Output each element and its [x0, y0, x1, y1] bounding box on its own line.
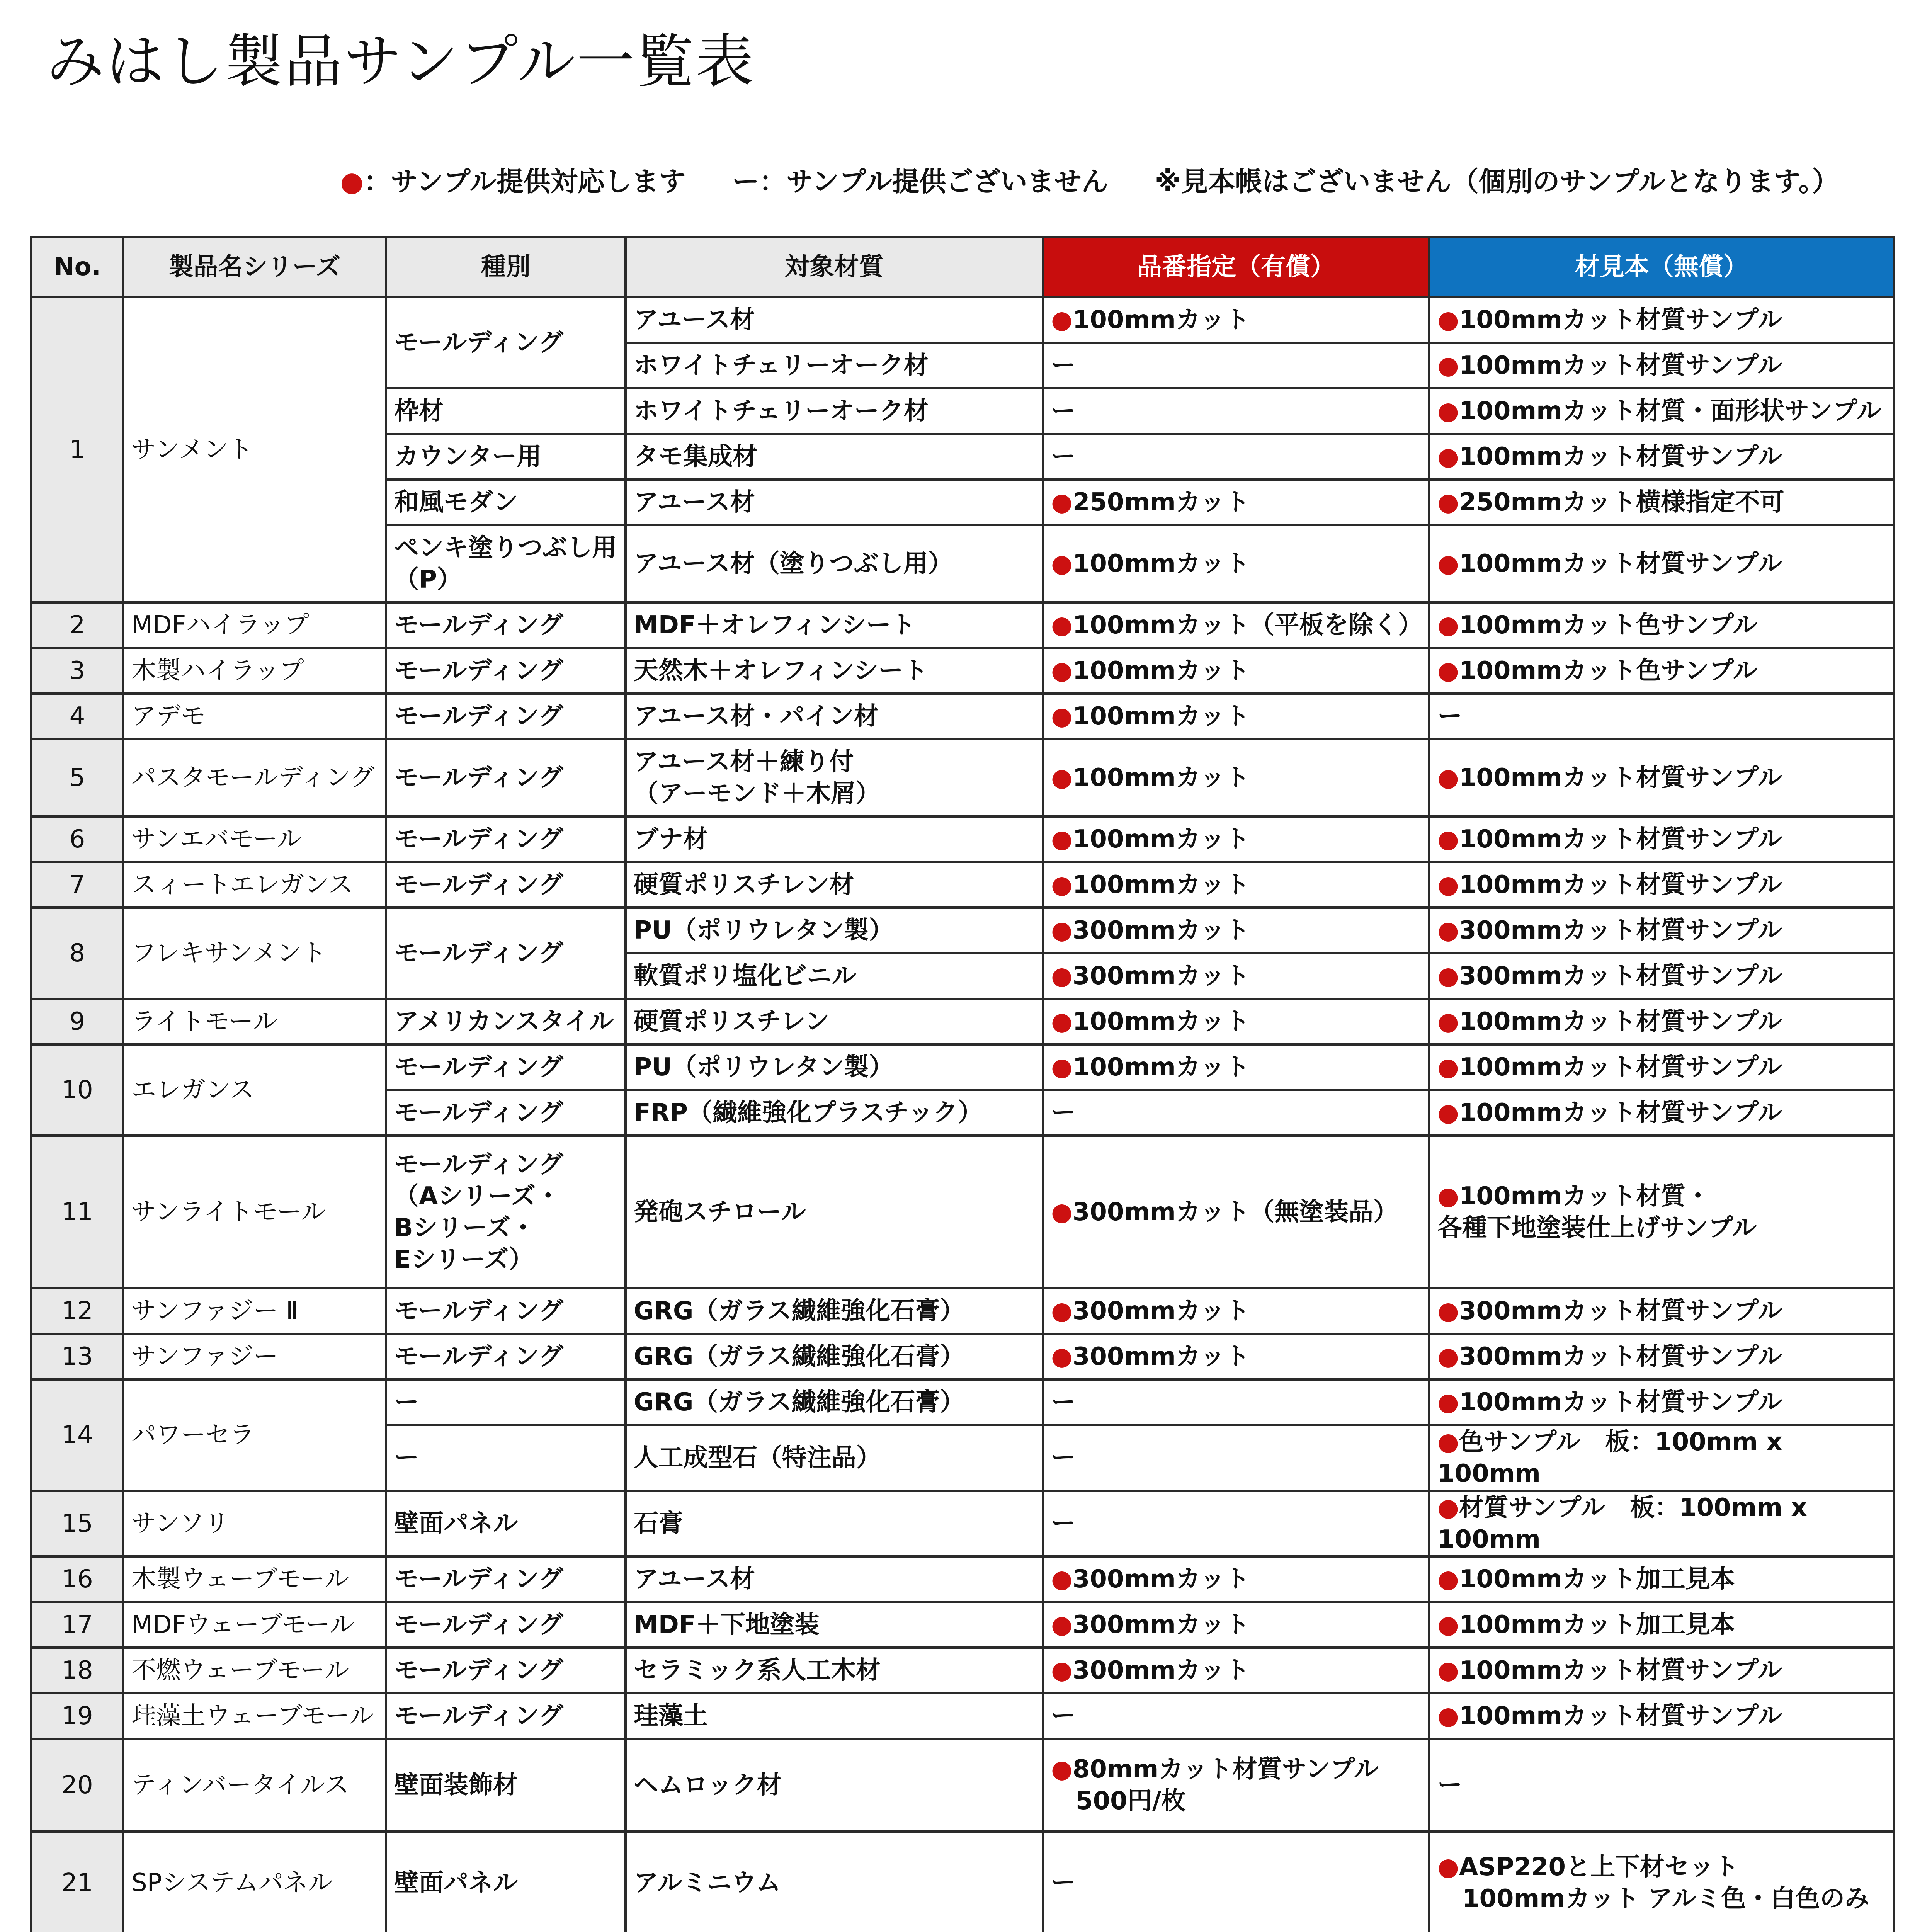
table-row [31, 1832, 1894, 1932]
cell-type: モールディング [386, 694, 626, 739]
sample-dot-icon: ● [1437, 1565, 1459, 1594]
cell-paid: ●300mmカット [1043, 1556, 1429, 1602]
header-type: 種別 [386, 237, 626, 297]
cell-no: 3 [31, 648, 123, 694]
header-no: No. [31, 237, 123, 297]
table-row [31, 816, 1894, 862]
table-row [31, 1288, 1894, 1334]
cell-material: MDF＋下地塗装 [626, 1602, 1043, 1648]
sample-dot-icon: ● [1437, 962, 1459, 990]
cell-free: ●色サンプル 板：100mm x 100mm [1429, 1425, 1894, 1491]
sample-dot-icon: ● [1051, 962, 1073, 990]
cell-free: ●100mmカット材質サンプル [1429, 1648, 1894, 1693]
cell-paid: ●100mmカット（平板を除く） [1043, 602, 1429, 648]
sample-dot-icon: ● [1437, 397, 1459, 425]
legend [340, 162, 1839, 201]
cell-free: ●100mmカット材質サンプル [1429, 1379, 1894, 1425]
cell-paid: ●300mmカット [1043, 1602, 1429, 1648]
cell-series: サンライトモール [123, 1136, 386, 1288]
cell-no: 12 [31, 1288, 123, 1334]
cell-material: ヘムロック材 [626, 1739, 1043, 1832]
table-row [31, 739, 1894, 816]
cell-paid: ー [1043, 1379, 1429, 1425]
legend-dash-label: ：サンプル提供ございません [759, 166, 1109, 197]
cell-no: 10 [31, 1044, 123, 1136]
sample-dot-icon: ● [1051, 656, 1073, 685]
cell-type: 壁面パネル [386, 1832, 626, 1932]
cell-material: 珪藻土 [626, 1693, 1043, 1739]
cell-material: FRP（繊維強化プラスチック） [626, 1090, 1043, 1136]
cell-series: MDFハイラップ [123, 602, 386, 648]
cell-no: 17 [31, 1602, 123, 1648]
cell-free: ●100mmカット材質サンプル [1429, 862, 1894, 908]
cell-no: 20 [31, 1739, 123, 1832]
sample-dot-icon: ● [1437, 764, 1459, 792]
cell-paid: ー [1043, 1090, 1429, 1136]
sample-dot-icon: ● [1437, 1007, 1459, 1036]
cell-free: ●100mmカット加工見本 [1429, 1602, 1894, 1648]
sample-dot-icon: ● [1051, 1197, 1073, 1226]
cell-free: ●100mmカット材質サンプル [1429, 343, 1894, 388]
cell-series: ライトモール [123, 999, 386, 1044]
sample-dot-icon: ● [1051, 1007, 1073, 1036]
table-row [31, 1556, 1894, 1602]
cell-series: スィートエレガンス [123, 862, 386, 908]
cell-no: 18 [31, 1648, 123, 1693]
cell-paid: ●80mmカット材質サンプル 500円/枚 [1043, 1739, 1429, 1832]
cell-no: 14 [31, 1379, 123, 1491]
table-row [31, 1379, 1894, 1425]
sample-dot-icon: ● [1051, 702, 1073, 731]
sample-dot-icon: ● [1051, 825, 1073, 854]
cell-type: モールディング [386, 1090, 626, 1136]
cell-type: 枠材 [386, 388, 626, 434]
cell-material: 発砲スチロール [626, 1136, 1043, 1288]
cell-series: パワーセラ [123, 1379, 386, 1491]
cell-paid: ー [1043, 1832, 1429, 1932]
table-row [31, 1136, 1894, 1288]
sample-dot-icon: ● [1437, 442, 1459, 471]
cell-free: ●300mmカット材質サンプル [1429, 1288, 1894, 1334]
cell-series: 木製ウェーブモール [123, 1556, 386, 1602]
cell-no: 21 [31, 1832, 123, 1932]
cell-material: PU（ポリウレタン製） [626, 1044, 1043, 1090]
cell-series: 不燃ウェーブモール [123, 1648, 386, 1693]
cell-type: モールディング （Aシリーズ・ Bシリーズ・ Eシリーズ） [386, 1136, 626, 1288]
cell-series: サンソリ [123, 1491, 386, 1556]
cell-paid: ●100mmカット [1043, 816, 1429, 862]
sample-dot-icon: ● [1437, 488, 1459, 517]
cell-type: モールディング [386, 1288, 626, 1334]
cell-material: アユース材 [626, 297, 1043, 343]
cell-no: 4 [31, 694, 123, 739]
cell-free: ●100mmカット材質サンプル [1429, 1090, 1894, 1136]
cell-paid: ー [1043, 434, 1429, 480]
sample-dot-icon: ● [1437, 1099, 1459, 1127]
sample-dot-icon: ● [1437, 825, 1459, 854]
table-row [31, 602, 1894, 648]
cell-type: ー [386, 1425, 626, 1491]
cell-material: ホワイトチェリーオーク材 [626, 388, 1043, 434]
cell-type: ー [386, 1379, 626, 1425]
cell-material: アユース材・パイン材 [626, 694, 1043, 739]
sample-dot-icon: ● [1437, 916, 1459, 945]
cell-paid: ー [1043, 343, 1429, 388]
cell-paid: ー [1043, 1491, 1429, 1556]
sample-dot-icon: ● [1437, 1182, 1459, 1211]
cell-series: エレガンス [123, 1044, 386, 1136]
cell-paid: ●100mmカット [1043, 297, 1429, 343]
cell-free: ●100mmカット加工見本 [1429, 1556, 1894, 1602]
cell-material: GRG（ガラス繊維強化石膏） [626, 1379, 1043, 1425]
cell-type: モールディング [386, 908, 626, 999]
cell-paid: ●100mmカット [1043, 525, 1429, 602]
cell-free: ●300mmカット材質サンプル [1429, 1334, 1894, 1379]
cell-free: ●100mmカット材質サンプル [1429, 1693, 1894, 1739]
cell-free: ー [1429, 1739, 1894, 1832]
cell-type: 壁面パネル [386, 1491, 626, 1556]
cell-no: 16 [31, 1556, 123, 1602]
cell-paid: ●300mmカット（無塗装品） [1043, 1136, 1429, 1288]
cell-free: ●100mmカット色サンプル [1429, 602, 1894, 648]
sample-dot-icon: ● [1437, 1388, 1459, 1417]
sample-dot-icon: ● [1437, 1493, 1459, 1522]
cell-paid: ●300mmカット [1043, 953, 1429, 999]
cell-series: SPシステムパネル [123, 1832, 386, 1932]
cell-free: ●100mmカット材質サンプル [1429, 297, 1894, 343]
cell-type: 壁面装飾材 [386, 1739, 626, 1832]
cell-paid: ●100mmカット [1043, 739, 1429, 816]
cell-series: パスタモールディング [123, 739, 386, 816]
legend-dash-symbol: ー [732, 166, 759, 197]
cell-no: 11 [31, 1136, 123, 1288]
cell-series: 珪藻土ウェーブモール [123, 1693, 386, 1739]
sample-dot-icon: ● [1051, 611, 1073, 639]
cell-free: ●100mmカット色サンプル [1429, 648, 1894, 694]
page-title: みはし製品サンプル一覧表 [46, 28, 755, 95]
sample-dot-icon: ● [1437, 871, 1459, 899]
cell-no: 7 [31, 862, 123, 908]
cell-material: 石膏 [626, 1491, 1043, 1556]
cell-material: アルミニウム [626, 1832, 1043, 1932]
sample-dot-icon: ● [1051, 1342, 1073, 1371]
legend-note: ※見本帳はございません（個別のサンプルとなります。） [1155, 166, 1839, 197]
table-row [31, 1602, 1894, 1648]
table-row [31, 999, 1894, 1044]
cell-paid: ●100mmカット [1043, 1044, 1429, 1090]
sample-dot-icon: ● [1437, 351, 1459, 380]
cell-type: モールディング [386, 1602, 626, 1648]
cell-free: ●100mmカット材質サンプル [1429, 816, 1894, 862]
cell-material: ホワイトチェリーオーク材 [626, 343, 1043, 388]
cell-free: ●ASP220と上下材セット 100mmカット アルミ色・白色のみ [1429, 1832, 1894, 1932]
cell-no: 9 [31, 999, 123, 1044]
table-row [31, 1334, 1894, 1379]
table-row [31, 297, 1894, 343]
legend-dot-label: ：サンプル提供対応します [364, 166, 686, 197]
sample-dot-icon: ● [1437, 1342, 1459, 1371]
sample-dot-icon: ● [1437, 611, 1459, 639]
sample-dot-icon: ● [1437, 1428, 1459, 1456]
cell-material: 軟質ポリ塩化ビニル [626, 953, 1043, 999]
cell-series: フレキサンメント [123, 908, 386, 999]
sample-dot-icon: ● [1051, 549, 1073, 578]
sample-dot-icon: ● [1051, 1656, 1073, 1685]
cell-free: ●100mmカット材質サンプル [1429, 525, 1894, 602]
cell-free: ●100mmカット材質・ 各種下地塗装仕上げサンプル [1429, 1136, 1894, 1288]
cell-free: ●250mmカット横様指定不可 [1429, 480, 1894, 525]
table-row [31, 1044, 1894, 1090]
header-paid: 品番指定（有償） [1043, 237, 1429, 297]
cell-paid: ●250mmカット [1043, 480, 1429, 525]
cell-series: 木製ハイラップ [123, 648, 386, 694]
cell-no: 2 [31, 602, 123, 648]
cell-type: モールディング [386, 1044, 626, 1090]
cell-paid: ●100mmカット [1043, 862, 1429, 908]
cell-material: 天然木＋オレフィンシート [626, 648, 1043, 694]
cell-no: 13 [31, 1334, 123, 1379]
sample-table [30, 236, 1895, 1932]
sample-dot-icon: ● [1051, 488, 1073, 517]
cell-paid: ●300mmカット [1043, 1334, 1429, 1379]
cell-no: 1 [31, 297, 123, 602]
cell-paid: ●300mmカット [1043, 1648, 1429, 1693]
cell-no: 8 [31, 908, 123, 999]
cell-type: モールディング [386, 739, 626, 816]
cell-material: アユース材（塗りつぶし用） [626, 525, 1043, 602]
cell-free: ●100mmカット材質サンプル [1429, 1044, 1894, 1090]
cell-type: モールディング [386, 602, 626, 648]
cell-series: ティンバータイルス [123, 1739, 386, 1832]
cell-no: 5 [31, 739, 123, 816]
cell-material: アユース材＋練り付 （アーモンド＋木屑） [626, 739, 1043, 816]
cell-free: ●100mmカット材質サンプル [1429, 434, 1894, 480]
cell-paid: ー [1043, 1425, 1429, 1491]
header-series: 製品名シリーズ [123, 237, 386, 297]
table-row [31, 1739, 1894, 1832]
cell-free: ー [1429, 694, 1894, 739]
table-row [31, 648, 1894, 694]
sample-dot-icon: ● [1051, 1565, 1073, 1594]
cell-no: 6 [31, 816, 123, 862]
cell-material: GRG（ガラス繊維強化石膏） [626, 1288, 1043, 1334]
cell-no: 15 [31, 1491, 123, 1556]
cell-series: サンメント [123, 297, 386, 602]
cell-material: アユース材 [626, 1556, 1043, 1602]
sample-dot-icon: ● [1051, 871, 1073, 899]
sample-dot-icon: ● [1051, 306, 1073, 334]
cell-material: アユース材 [626, 480, 1043, 525]
table-row [31, 1491, 1894, 1556]
sample-dot-icon: ● [1051, 916, 1073, 945]
sample-dot-icon: ● [1437, 1297, 1459, 1325]
cell-free: ●300mmカット材質サンプル [1429, 953, 1894, 999]
sample-dot-icon: ● [1051, 1053, 1073, 1082]
sample-dot-icon: ● [1437, 656, 1459, 685]
cell-series: サンファジー Ⅱ [123, 1288, 386, 1334]
sample-dot-icon: ● [1437, 1852, 1459, 1881]
cell-type: モールディング [386, 862, 626, 908]
cell-paid: ●100mmカット [1043, 999, 1429, 1044]
sample-dot-icon: ● [1437, 1656, 1459, 1685]
cell-type: モールディング [386, 297, 626, 388]
cell-material: ブナ材 [626, 816, 1043, 862]
sample-dot-icon: ● [1051, 1755, 1073, 1784]
legend-dot-symbol: ● [340, 166, 364, 197]
sample-dot-icon: ● [1437, 549, 1459, 578]
cell-type: カウンター用 [386, 434, 626, 480]
cell-material: 人工成型石（特注品） [626, 1425, 1043, 1491]
cell-material: MDF＋オレフィンシート [626, 602, 1043, 648]
cell-free: ●300mmカット材質サンプル [1429, 908, 1894, 953]
cell-free: ●100mmカット材質・面形状サンプル [1429, 388, 1894, 434]
cell-paid: ●300mmカット [1043, 1288, 1429, 1334]
cell-paid: ー [1043, 388, 1429, 434]
cell-material: PU（ポリウレタン製） [626, 908, 1043, 953]
cell-type: モールディング [386, 1693, 626, 1739]
sample-dot-icon: ● [1051, 1611, 1073, 1639]
header-material: 対象材質 [626, 237, 1043, 297]
cell-no: 19 [31, 1693, 123, 1739]
table-row [31, 1648, 1894, 1693]
cell-material: GRG（ガラス繊維強化石膏） [626, 1334, 1043, 1379]
table-row [31, 694, 1894, 739]
cell-paid: ●100mmカット [1043, 694, 1429, 739]
sample-dot-icon: ● [1437, 1053, 1459, 1082]
cell-series: MDFウェーブモール [123, 1602, 386, 1648]
cell-type: モールディング [386, 1334, 626, 1379]
cell-free: ●100mmカット材質サンプル [1429, 739, 1894, 816]
sample-dot-icon: ● [1437, 1702, 1459, 1730]
cell-type: アメリカンスタイル [386, 999, 626, 1044]
sample-dot-icon: ● [1051, 1297, 1073, 1325]
cell-paid: ●300mmカット [1043, 908, 1429, 953]
table-row [31, 862, 1894, 908]
table-body [31, 297, 1894, 1932]
cell-paid: ー [1043, 1693, 1429, 1739]
cell-type: 和風モダン [386, 480, 626, 525]
table-row [31, 908, 1894, 953]
cell-material: 硬質ポリスチレン [626, 999, 1043, 1044]
sample-dot-icon: ● [1051, 764, 1073, 792]
cell-type: モールディング [386, 816, 626, 862]
cell-free: ●100mmカット材質サンプル [1429, 999, 1894, 1044]
cell-type: ペンキ塗りつぶし用 （P） [386, 525, 626, 602]
cell-type: モールディング [386, 648, 626, 694]
cell-series: サンファジー [123, 1334, 386, 1379]
sample-dot-icon: ● [1437, 1611, 1459, 1639]
cell-material: タモ集成材 [626, 434, 1043, 480]
table-row [31, 1693, 1894, 1739]
cell-series: サンエバモール [123, 816, 386, 862]
header-free: 材見本（無償） [1429, 237, 1894, 297]
cell-material: 硬質ポリスチレン材 [626, 862, 1043, 908]
sample-dot-icon: ● [1437, 306, 1459, 334]
cell-material: セラミック系人工木材 [626, 1648, 1043, 1693]
table-header-row [31, 237, 1894, 297]
cell-type: モールディング [386, 1556, 626, 1602]
cell-series: アデモ [123, 694, 386, 739]
cell-free: ●材質サンプル 板：100mm x 100mm [1429, 1491, 1894, 1556]
cell-paid: ●100mmカット [1043, 648, 1429, 694]
cell-type: モールディング [386, 1648, 626, 1693]
